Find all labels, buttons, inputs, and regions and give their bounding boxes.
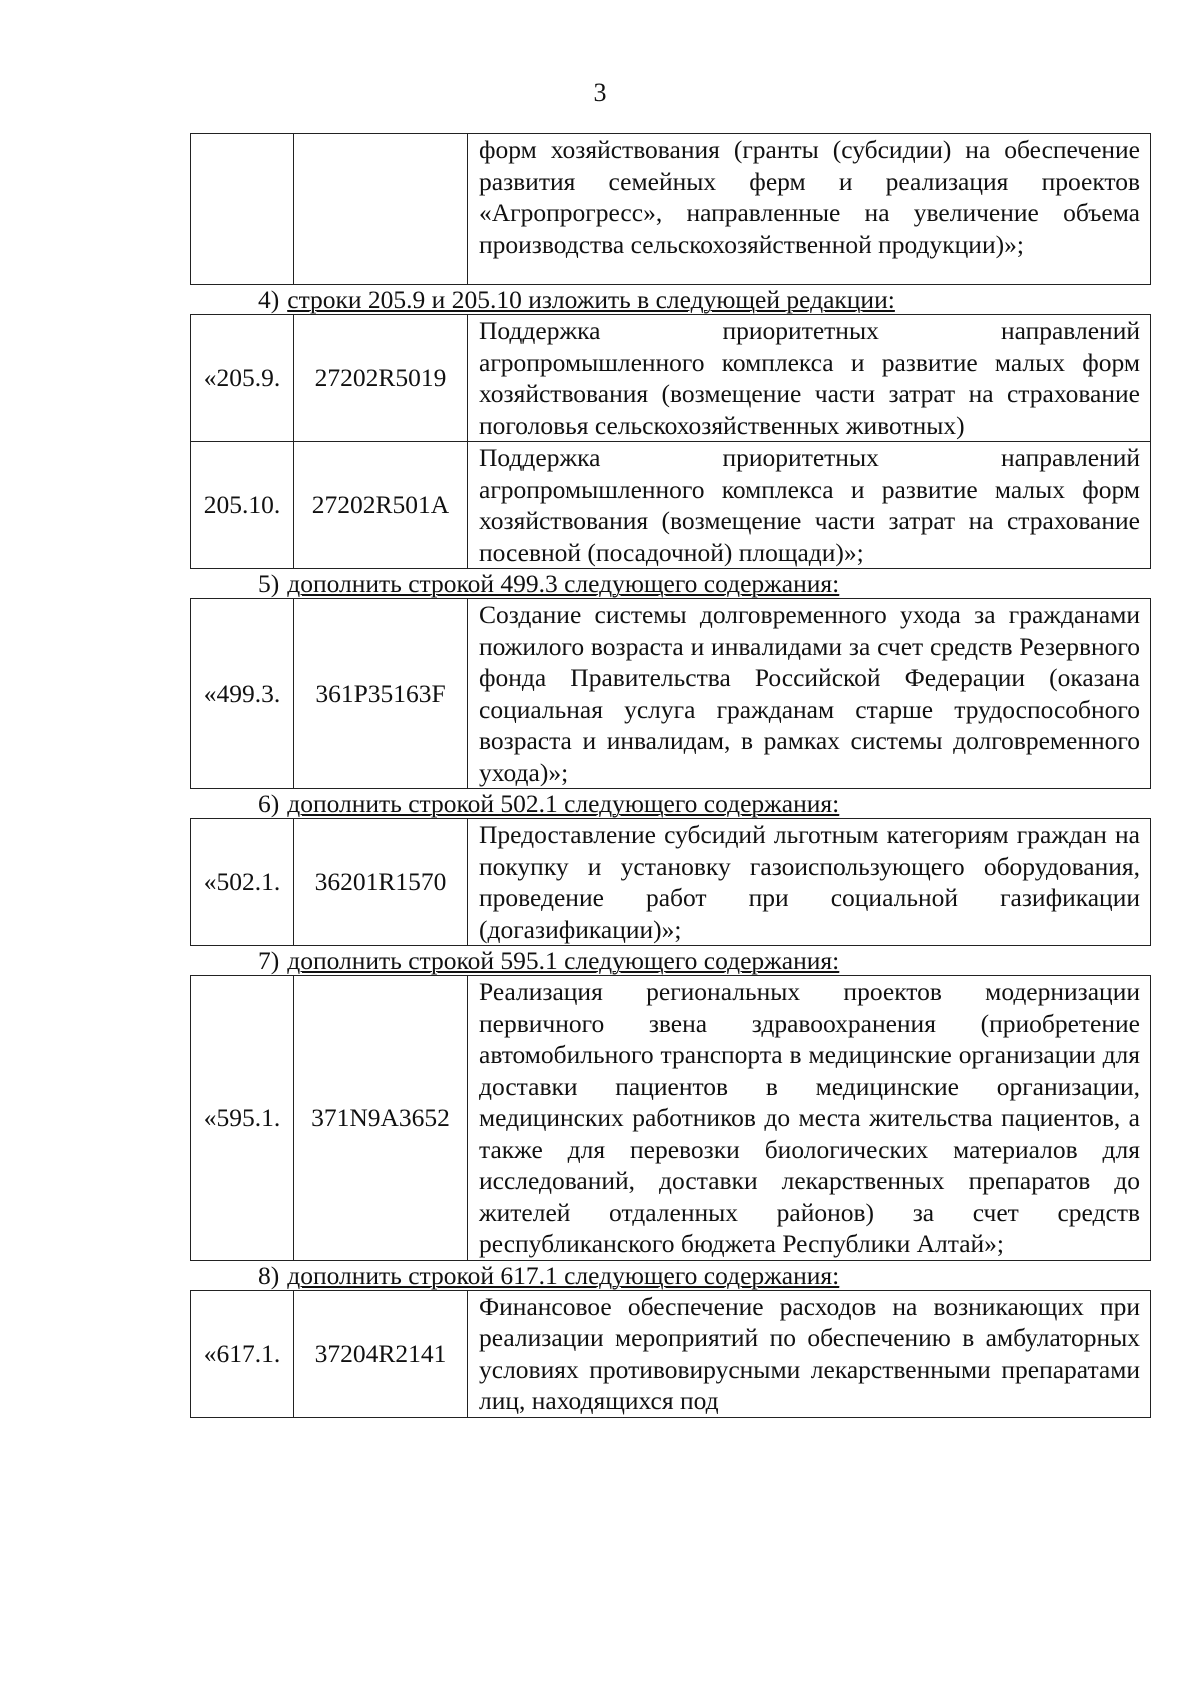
amendment-table — [190, 1290, 1151, 1418]
row-number-cell: 205.10. — [191, 442, 294, 569]
budget-code-cell: 36201R1570 — [294, 819, 468, 946]
row-number-cell: «499.3. — [191, 599, 294, 789]
budget-code-cell: 27202R501A — [294, 442, 468, 569]
instruction-number: 4) — [258, 285, 280, 314]
document-body — [190, 133, 1140, 1418]
table-row — [191, 599, 1151, 789]
amendment-table — [190, 975, 1151, 1261]
description-cell: Создание системы долговременного ухода за гражданами пожилого возраста и инвалидами за счет средств Резервного фонда Правительства Российской Федерации (оказана социальная услуга гражданам старше трудоспособного возраста и инвалидам, в рамках системы долговременного ухода)»; — [468, 599, 1151, 789]
table-row — [191, 1290, 1151, 1417]
description-cell: Предоставление субсидий льготным категориям граждан на покупку и установку газоиспользующего оборудования, проведение работ при социальной газификации (догазификации)»; — [468, 819, 1151, 946]
instruction-text: дополнить строкой 502.1 следующего содержания: — [287, 789, 840, 818]
amendment-instruction — [190, 789, 1126, 818]
table-row — [191, 442, 1151, 569]
instruction-text: дополнить строкой 617.1 следующего содержания: — [287, 1260, 840, 1290]
amendment-instruction — [190, 946, 1126, 975]
row-number-cell: «595.1. — [191, 976, 294, 1261]
budget-code-cell: 37204R2141 — [294, 1290, 468, 1417]
instruction-number: 6) — [258, 789, 280, 818]
amendment-instruction — [190, 285, 1126, 314]
table-row — [191, 976, 1151, 1261]
table-row — [191, 819, 1151, 946]
budget-code-cell: 371N9A3652 — [294, 976, 468, 1261]
instruction-text: дополнить строкой 499.3 следующего содержания: — [287, 569, 840, 598]
instruction-text: дополнить строкой 595.1 следующего содержания: — [287, 946, 840, 975]
amendment-table — [190, 314, 1151, 569]
budget-code-cell: 27202R5019 — [294, 315, 468, 442]
description-cell: Поддержка приоритетных направлений агропромышленного комплекса и развитие малых форм хозяйствования (возмещение части затрат на страхование посевной (посадочной) площади)»; — [468, 442, 1151, 569]
instruction-text: строки 205.9 и 205.10 изложить в следующей редакции: — [287, 285, 895, 314]
description-cell: форм хозяйствования (гранты (субсидии) на обеспечение развития семейных ферм и реализация проектов «Агропрогресс», направленные на увеличение объема производства сельскохозяйственной продукции)»; — [468, 134, 1151, 285]
row-number-cell — [191, 134, 294, 285]
table-row — [191, 315, 1151, 442]
amendment-table — [190, 818, 1151, 946]
instruction-number: 5) — [258, 569, 280, 598]
instruction-number: 7) — [258, 946, 280, 975]
row-number-cell: «502.1. — [191, 819, 294, 946]
page-number: 3 — [593, 78, 607, 107]
description-cell: Реализация региональных проектов модернизации первичного звена здравоохранения (приобретение автомобильного транспорта в медицинские организации для доставки пациентов в медицинские организации, медицинских работников до места жительства пациентов, а также для перевозки биологических материалов для исследований, доставки лекарственных препаратов до жителей отдаленных районов) за счет средств республиканского бюджета Республики Алтай»; — [468, 976, 1151, 1261]
row-number-cell: «617.1. — [191, 1290, 294, 1417]
description-cell: Финансовое обеспечение расходов на возникающих при реализации мероприятий по обеспечению в амбулаторных условиях противовирусными лекарственными препаратами лиц, находящихся под — [468, 1290, 1151, 1417]
table-row — [191, 134, 1151, 285]
description-cell: Поддержка приоритетных направлений агропромышленного комплекса и развитие малых форм хозяйствования (возмещение части затрат на страхование поголовья сельскохозяйственных животных) — [468, 315, 1151, 442]
row-number-cell: «205.9. — [191, 315, 294, 442]
instruction-number: 8) — [258, 1260, 280, 1290]
amendment-table-continued — [190, 133, 1151, 285]
budget-code-cell: 361P35163F — [294, 599, 468, 789]
budget-code-cell — [294, 134, 468, 285]
amendment-instruction — [190, 1261, 1126, 1290]
amendment-instruction — [190, 569, 1126, 598]
amendment-table — [190, 598, 1151, 789]
